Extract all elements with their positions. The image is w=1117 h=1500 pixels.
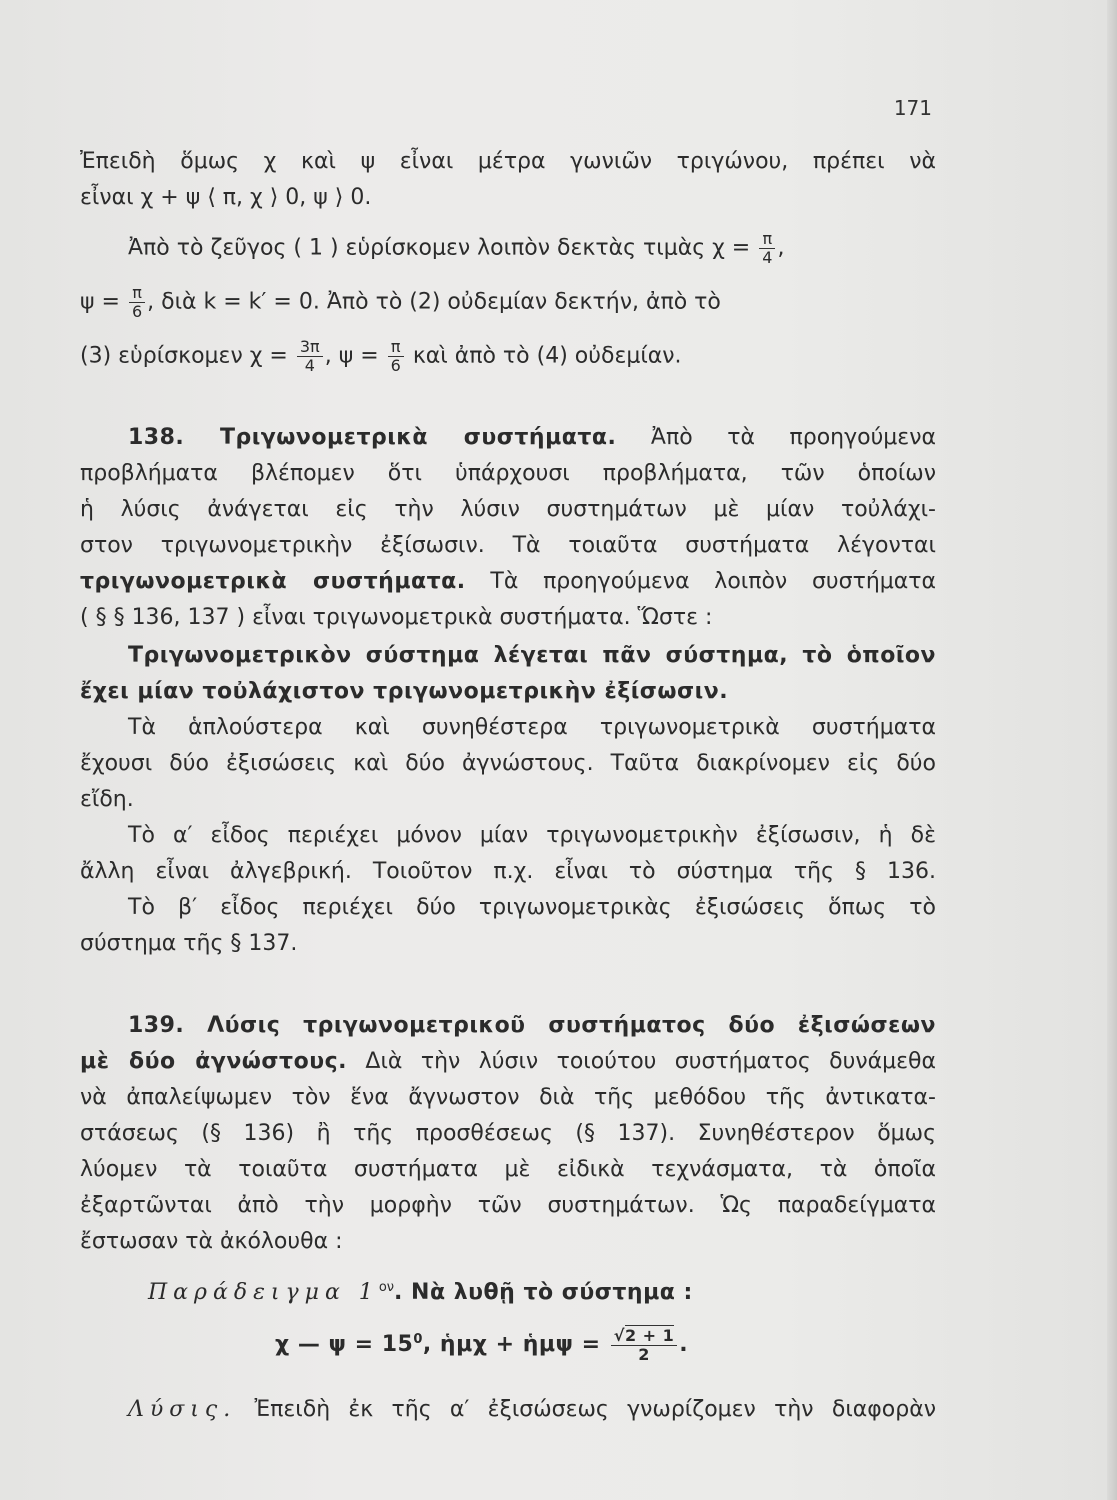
degree-sup: 0 (413, 1332, 423, 1347)
text-fragment: (3) εὑρίσκομεν χ = (80, 343, 288, 369)
text-line: σύστημα τῆς § 137. (80, 931, 298, 956)
definition-line: Τριγωνομετρικὸν σύστημα λέγεται πᾶν σύστημα, τὸ ὁποῖον (128, 643, 936, 668)
definition-line: ἔχει μίαν τοὐλάχιστον τριγωνομετρικὴν ἐξίσωσιν. (80, 679, 729, 704)
text-line: ἔχουσι δύο ἐξισώσεις καὶ δύο ἀγνώστους. Ταῦτα διακρίνομεν εἰς δύο (80, 751, 936, 776)
section-138-heading-line (80, 422, 936, 454)
text-line: Τὰ ἁπλούστερα καὶ συνηθέστερα τριγωνομετρικὰ συστήματα (128, 715, 936, 740)
denominator: 4 (762, 248, 773, 267)
numerator: π (129, 284, 145, 303)
text-fragment: καὶ ἀπὸ τὸ (4) οὐδεμίαν. (412, 343, 682, 369)
fraction-pi-over-6 (388, 338, 404, 375)
text-line (80, 566, 936, 598)
denominator: 6 (131, 302, 143, 321)
text-fragment: Ἀπὸ τὰ προηγούμενα (650, 425, 936, 450)
text-line: εἴδη. (80, 787, 134, 812)
text-fragment: , διὰ k = k′ = 0. Ἀπὸ τὸ (2) οὐδεμίαν δεκτήν, ἀπὸ τὸ (147, 289, 721, 315)
example-title: . Νὰ λυθῇ τὸ σύστημα : (394, 1280, 693, 1305)
fraction-sqrt2-plus1-over-2 (611, 1327, 677, 1364)
numerator: π (759, 230, 775, 249)
text-line: Ἀπὸ τὸ ζεῦγος ( 1 ) εὑρίσκομεν λοιπὸν δεκτὰς τιμὰς χ = $\frac{\pi}{4}$ , (128, 229, 785, 267)
example-heading (80, 1272, 936, 1309)
section-139-heading: 139. Λύσις τριγωνομετρικοῦ συστήματος δύο ἐξισώσεων (128, 1013, 936, 1038)
text-line (80, 284, 936, 321)
text-fragment: ψ = (80, 289, 120, 315)
sqrt-sign: √ (613, 1325, 625, 1345)
equation-mid: , ἡμχ + ἡμψ = (422, 1332, 601, 1357)
text-fragment: Ἐπειδὴ ἐκ τῆς α′ ἐξισώσεως γνωρίζομεν τὴν διαφορὰν (254, 1397, 936, 1422)
text-line: εἶναι χ + ψ ⟨ π, χ ⟩ 0, ψ ⟩ 0. (80, 185, 372, 210)
text-fragment: Τὰ προηγούμενα λοιπὸν συστήματα (490, 569, 937, 594)
numerator: 3π (297, 338, 323, 357)
section-heading: 138. Τριγωνομετρικὰ συστήματα. (128, 425, 617, 450)
example-label: Παράδειγμα 1 (148, 1280, 379, 1305)
text-fragment: ψ = (338, 343, 379, 369)
text-line: προβλήματα βλέπομεν ὅτι ὑπάρχουσι προβλήματα, τῶν ὁποίων (80, 461, 936, 486)
solution-label: Λύσις. (128, 1397, 237, 1422)
example-label-sup: ον (378, 1280, 395, 1295)
numerator (611, 1327, 677, 1346)
equation-left: χ — ψ = 15 (275, 1332, 414, 1357)
text-line: ἔστωσαν τὰ ἀκόλουθα : (80, 1229, 343, 1254)
text-line: Τὸ α′ εἶδος περιέχει μόνον μίαν τριγωνομετρικὴν ἐξίσωσιν, ἡ δὲ (128, 823, 936, 848)
denominator: 2 (638, 1344, 650, 1364)
text-line: (3) εὑρίσκομεν χ = $\frac{3\pi}{4}$ , ψ = $\frac{\pi}{6}$ καὶ ἀπὸ τὸ (4) οὐδεμίαν. (80, 337, 682, 375)
denominator: 4 (304, 356, 315, 375)
page-number: 171 (893, 96, 932, 120)
text-line: ἐξαρτῶνται ἀπὸ τὴν μορφὴν τῶν συστημάτων. Ὡς παραδείγματα (80, 1193, 936, 1218)
text-line: ( § § 136, 137 ) εἶναι τριγωνομετρικὰ συστήματα. Ὥστε : (80, 605, 713, 630)
fraction-pi-over-4 (759, 230, 775, 267)
text-fragment: Διὰ τὴν λύσιν τοιούτου συστήματος δυνάμεθα (365, 1049, 936, 1074)
bold-term: τριγωνομετρικὰ συστήματα. (80, 569, 466, 594)
equation-end: . (679, 1332, 689, 1357)
fraction-3pi-over-4 (297, 338, 323, 375)
book-spine-shadow (1107, 0, 1117, 1500)
solution-line (80, 1394, 936, 1426)
text-line: Τὸ β′ εἶδος περιέχει δύο τριγωνομετρικὰς ἐξισώσεις ὅπως τὸ (128, 895, 936, 920)
text-line: στάσεως (§ 136) ἢ τῆς προσθέσεως (§ 137). Συνηθέστερον ὅμως (80, 1121, 936, 1146)
text-line: ἡ λύσις ἀνάγεται εἰς τὴν λύσιν συστημάτων μὲ μίαν τοὐλάχι- (80, 497, 936, 522)
text-fragment: Ἀπὸ τὸ ζεῦγος ( 1 ) εὑρίσκομεν λοιπὸν δεκτὰς τιμὰς χ = (128, 235, 751, 261)
equation (80, 1324, 936, 1364)
radicand: 2 + 1 (624, 1325, 675, 1345)
text-line: ἄλλη εἶναι ἀλγεβρική. Τοιοῦτον π.χ. εἶναι τὸ σύστημα τῆς § 136. (80, 859, 936, 884)
text-line (80, 1046, 936, 1078)
numerator: π (388, 338, 404, 357)
fraction-pi-over-6 (129, 284, 145, 321)
text-line: λύομεν τὰ τοιαῦτα συστήματα μὲ εἰδικὰ τεχνάσματα, τὰ ὁποῖα (80, 1157, 936, 1182)
denominator: 6 (390, 356, 401, 375)
text-line: Ἐπειδὴ ὅμως χ καὶ ψ εἶναι μέτρα γωνιῶν τριγώνου, πρέπει νὰ (80, 149, 936, 174)
section-heading: μὲ δύο ἀγνώστους. (80, 1049, 347, 1074)
text-line: στον τριγωνομετρικὴν ἐξίσωσιν. Τὰ τοιαῦτα συστήματα λέγονται (80, 533, 936, 558)
text-line: νὰ ἀπαλείψωμεν τὸν ἕνα ἄγνωστον διὰ τῆς μεθόδου τῆς ἀντικατα- (80, 1085, 936, 1110)
